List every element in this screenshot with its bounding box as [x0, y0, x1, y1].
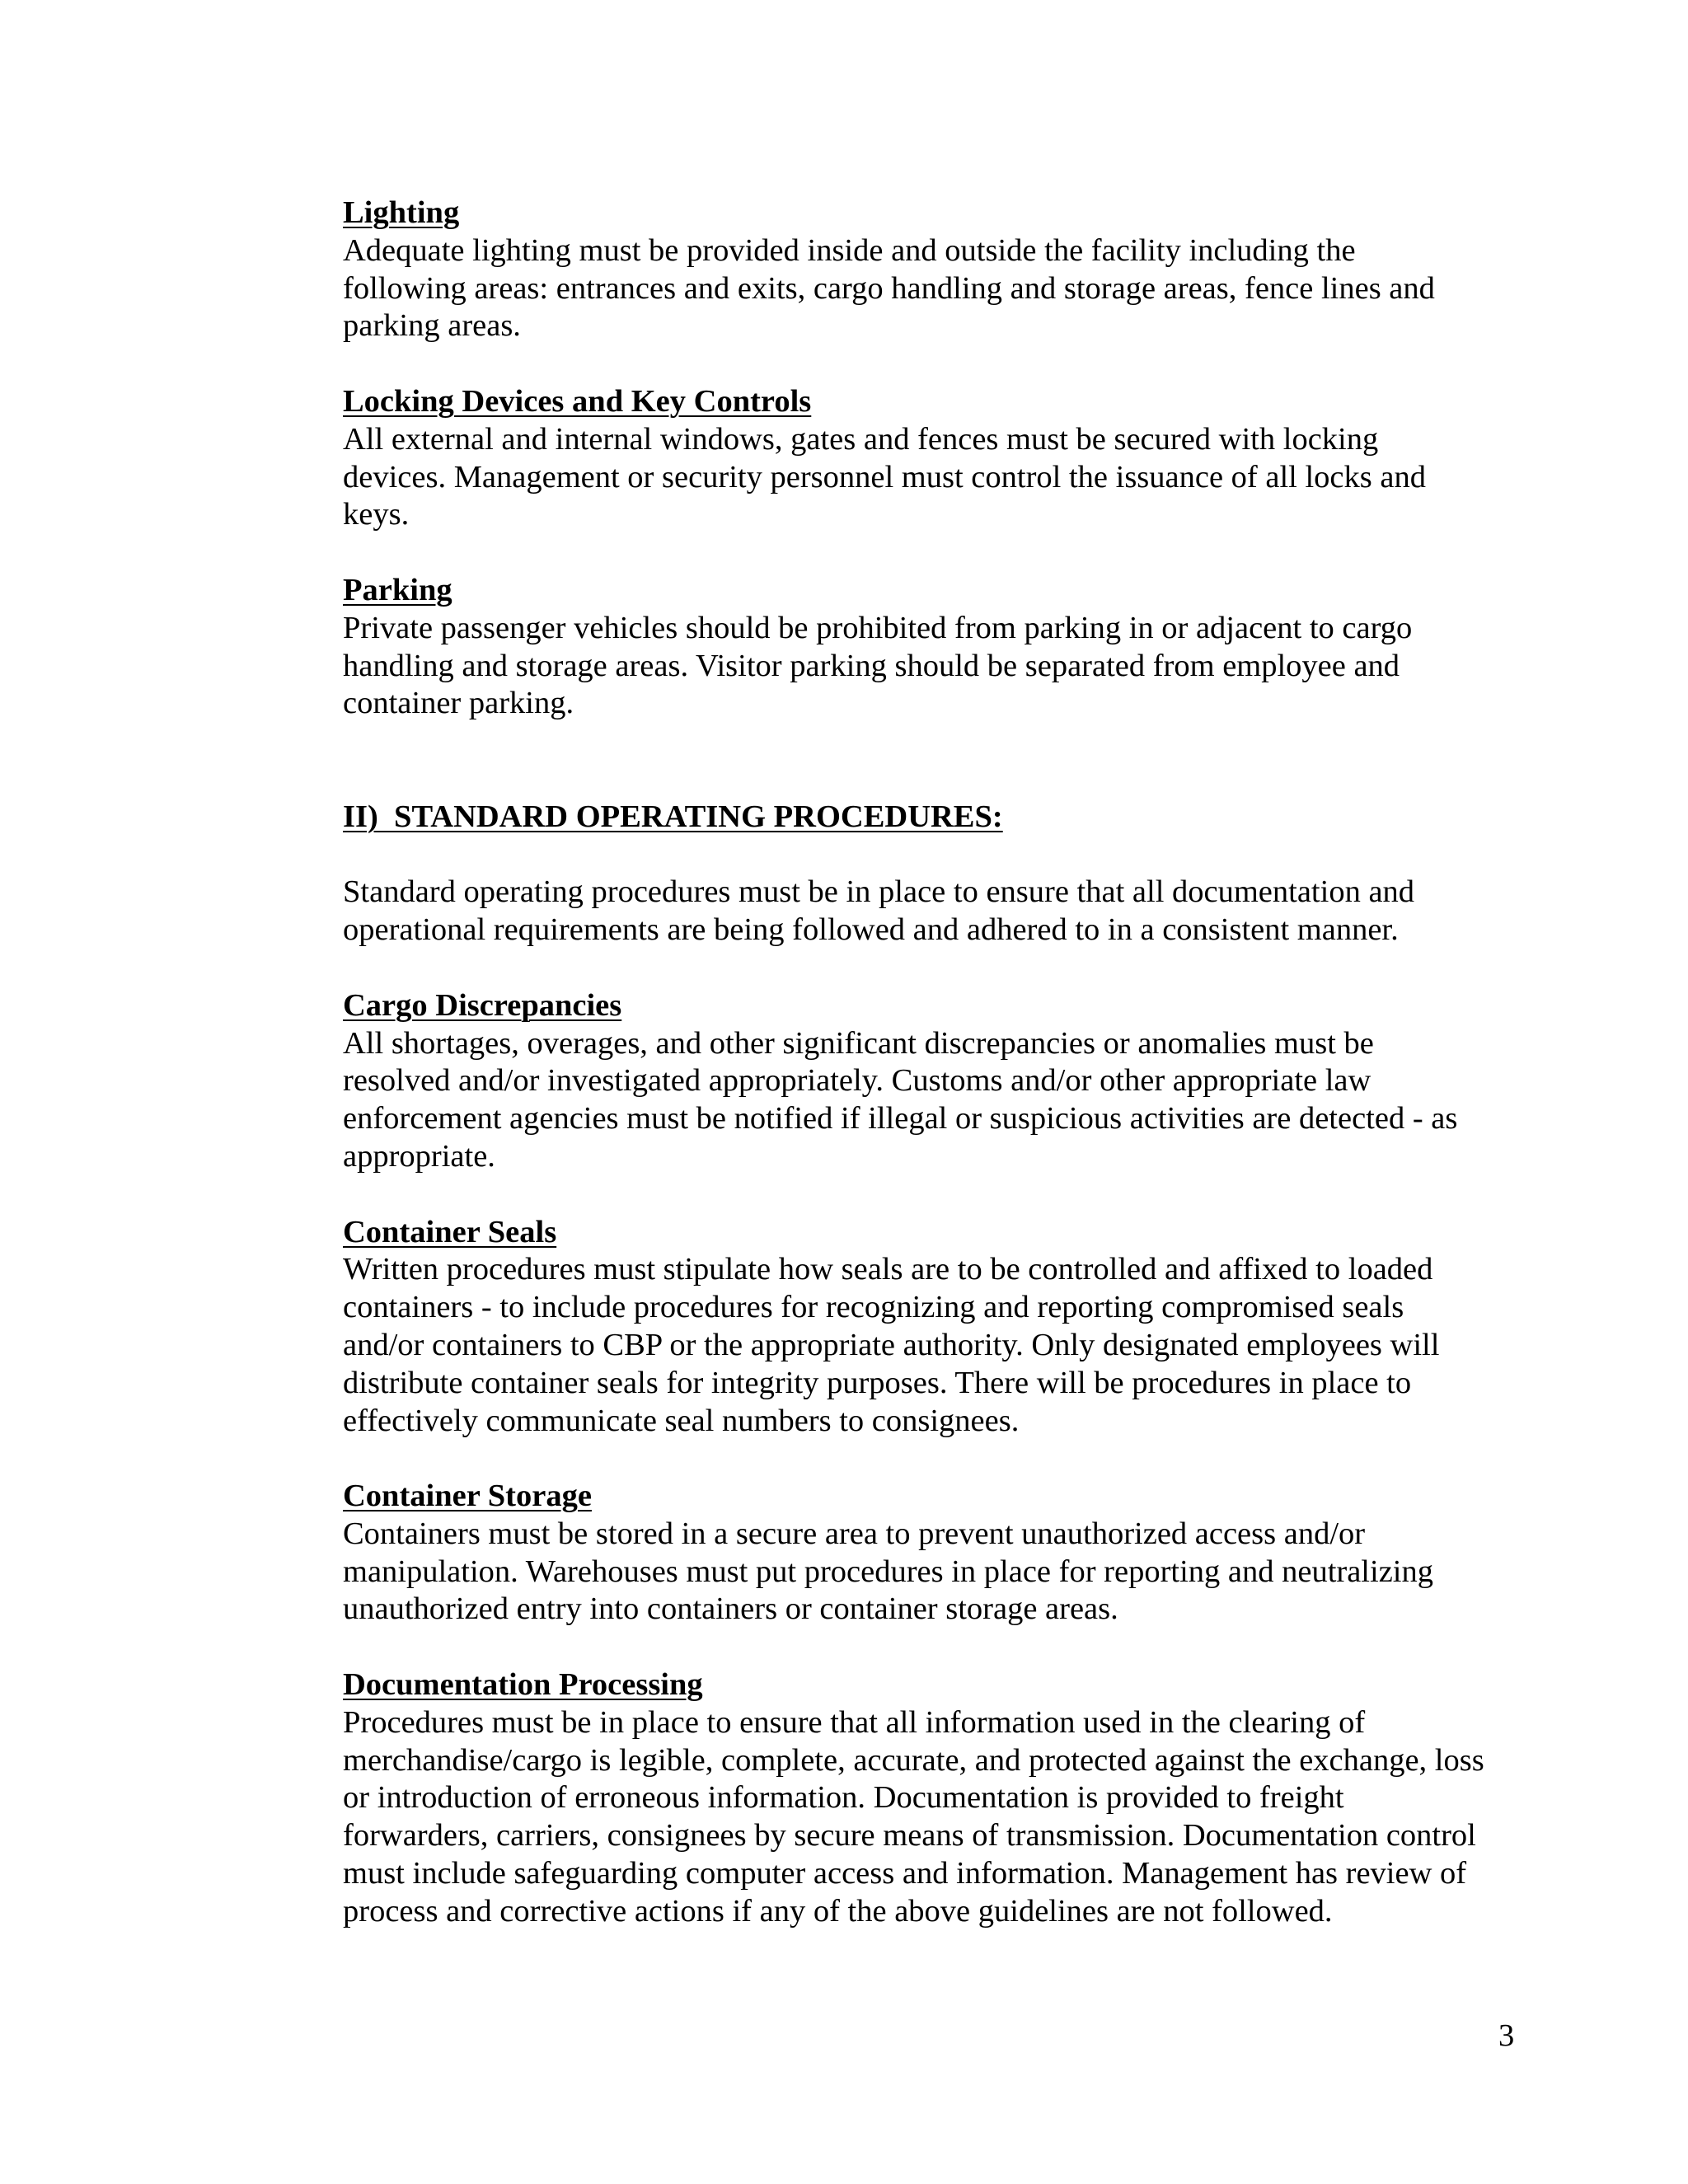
section-heading: Lighting	[343, 195, 460, 230]
section-heading: Documentation Processing	[343, 1667, 703, 1703]
section-paragraph: Containers must be stored in a secure area to prevent unauthorized access and/or manipulation. Warehouses must put procedures in place for reporting and neutralizing unauthorized entry into containers or container storage areas.	[343, 1516, 1433, 1627]
part-title: II) STANDARD OPERATING PROCEDURES:	[343, 799, 1003, 834]
section-heading: Locking Devices and Key Controls	[343, 383, 812, 419]
section-container-seals	[343, 1214, 1554, 1441]
section-paragraph: All external and internal windows, gates and fences must be secured with locking devices. Management or security personnel must control the issuance of all locks and keys.	[343, 421, 1426, 532]
section-heading: Container Storage	[343, 1479, 592, 1514]
section-lighting	[343, 194, 1554, 345]
section-cargo-discrepancies	[343, 987, 1554, 1176]
section-parking	[343, 572, 1554, 723]
section-heading: Parking	[343, 572, 452, 607]
section-heading: Container Seals	[343, 1214, 557, 1249]
section-locking-devices	[343, 383, 1554, 534]
section-documentation-processing	[343, 1666, 1554, 1931]
section-paragraph: Written procedures must stipulate how seals are to be controlled and affixed to loaded containers - to include procedures for recognizing and reporting compromised seals and/or containers to CBP or the appropriate authority. Only designated employees will distribute container seals for integrity purposes. There will be procedures in place to effectively communicate seal numbers to consignees.	[343, 1252, 1440, 1438]
section-heading: Cargo Discrepancies	[343, 987, 622, 1023]
page-number: 3	[1498, 2018, 1515, 2053]
part-intro	[343, 874, 1554, 949]
page-content	[343, 194, 1554, 1968]
section-container-storage	[343, 1478, 1554, 1629]
section-paragraph: Private passenger vehicles should be prohibited from parking in or adjacent to cargo handling and storage areas. Visitor parking should be separated from employee and container parking.	[343, 610, 1413, 721]
section-paragraph: Adequate lighting must be provided inside and outside the facility including the following areas: entrances and exits, cargo handling and storage areas, fence lines and parking areas.	[343, 232, 1435, 344]
section-paragraph: Procedures must be in place to ensure that all information used in the clearing of merchandise/cargo is legible, complete, accurate, and protected against the exchange, loss or introduction of erroneous information. Documentation is provided to freight forwarders, carriers, consignees by secure means of transmission. Documentation control must include safeguarding computer access and information. Management has review of process and corrective actions if any of the above guidelines are not followed.	[343, 1704, 1484, 1929]
intro-paragraph: Standard operating procedures must be in place to ensure that all documentation and operational requirements are being followed and adhered to in a consistent manner.	[343, 874, 1415, 948]
section-paragraph: All shortages, overages, and other significant discrepancies or anomalies must be resolved and/or investigated appropriately. Customs and/or other appropriate law enforcement agencies must be notified if illegal or suspicious activities are detected - as appropriate.	[343, 1025, 1458, 1174]
